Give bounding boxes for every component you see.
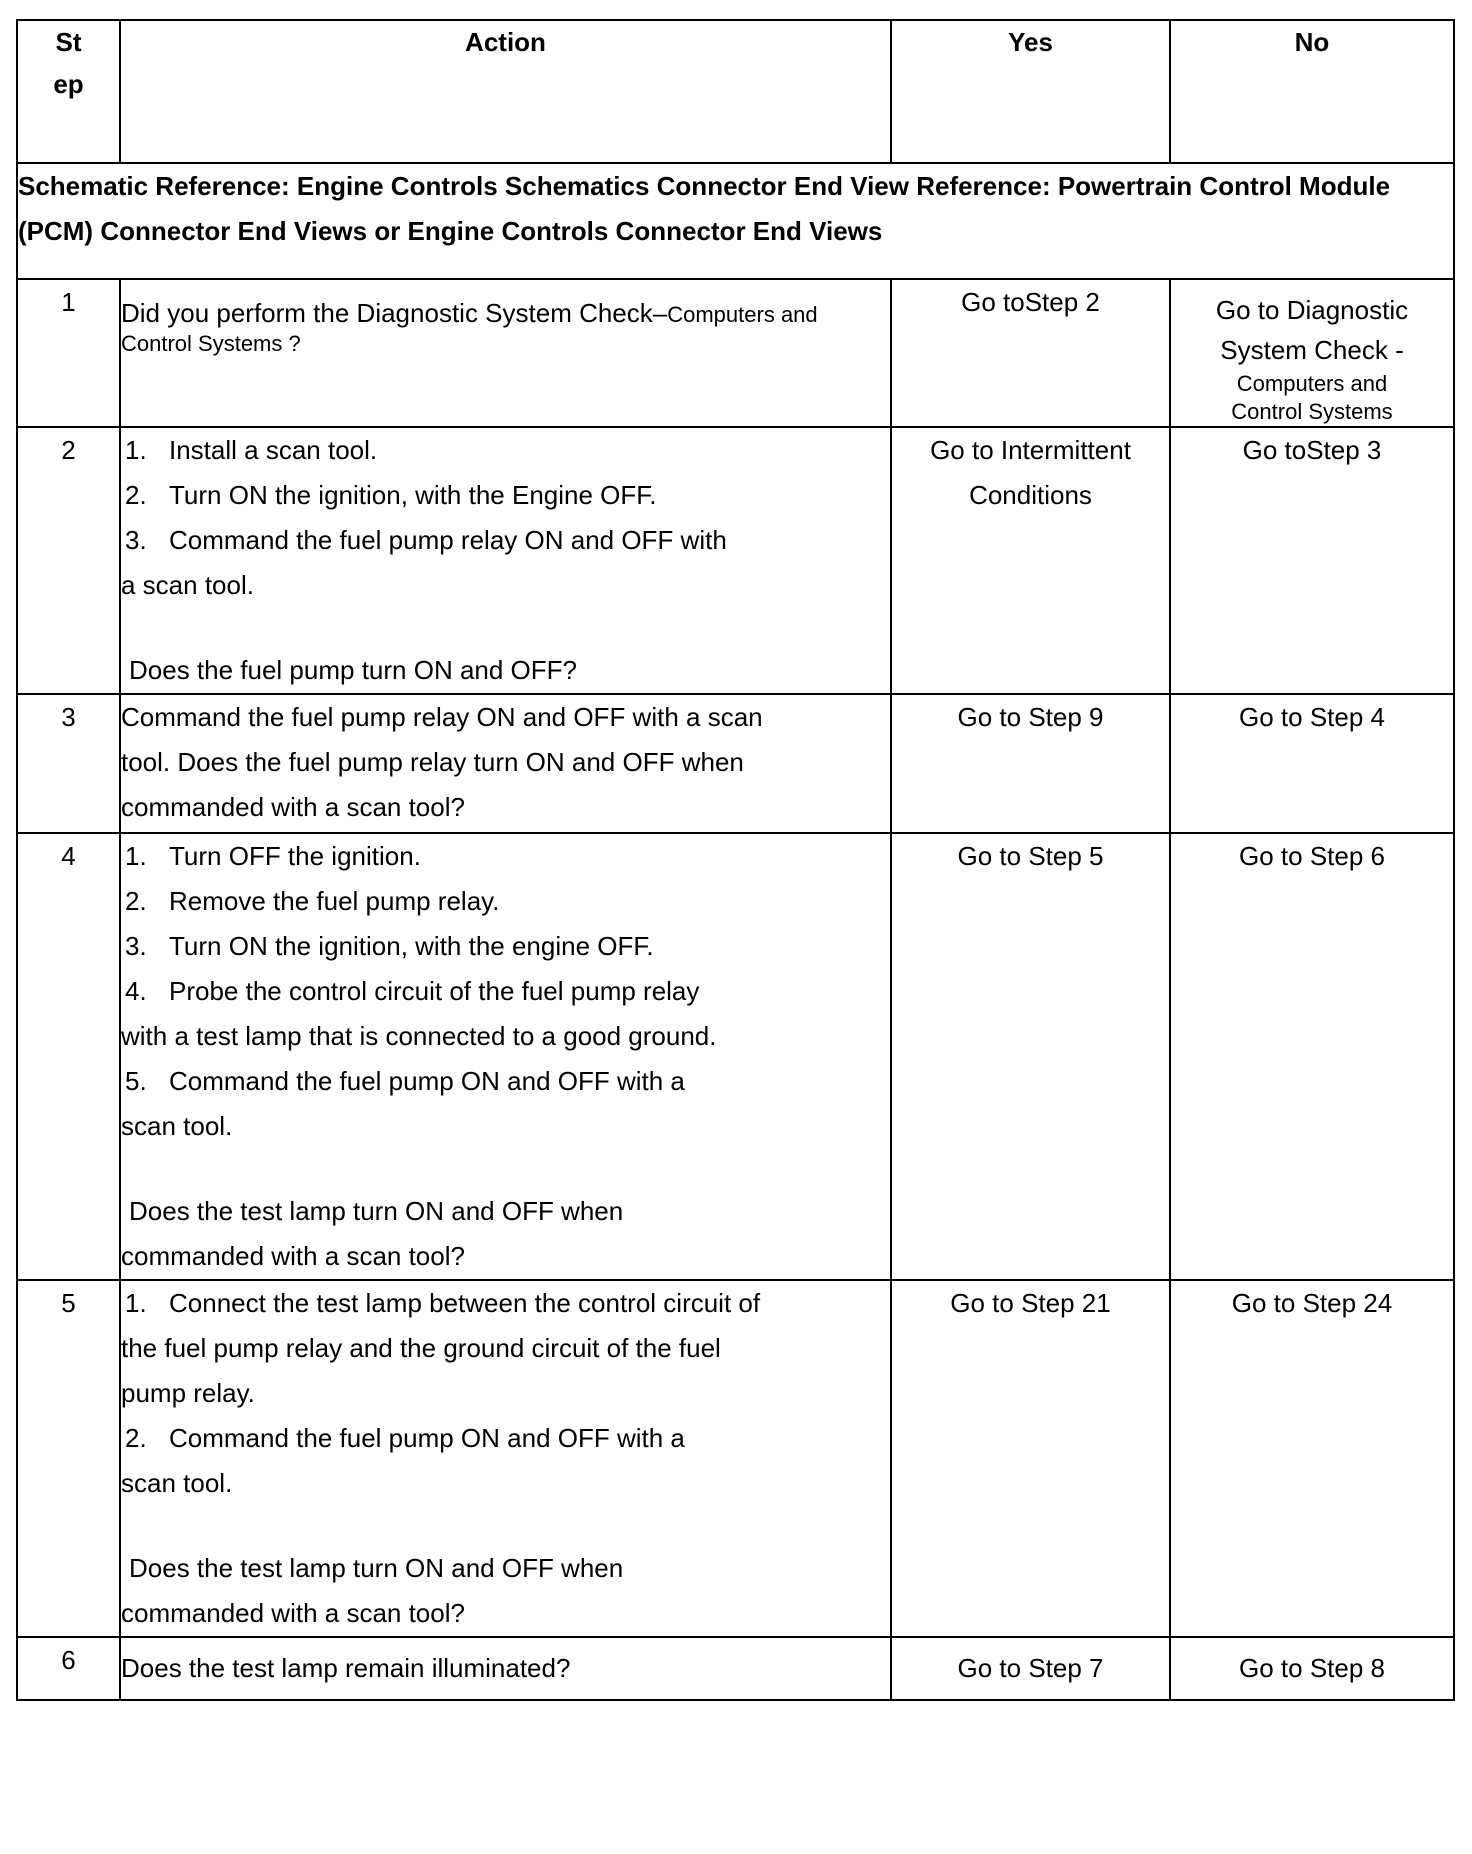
action-text: Command the fuel pump relay ON and OFF with a scan (121, 702, 763, 732)
no-line: System Check - (1220, 335, 1404, 365)
yes-cell: Go to Step 21 (891, 1280, 1170, 1637)
action-text: commanded with a scan tool? (121, 792, 465, 822)
action-item-continued: scan tool. (121, 1468, 233, 1498)
yes-cell (891, 427, 1170, 694)
action-item: 2. Turn ON the ignition, with the Engine OFF. (125, 480, 657, 510)
action-item: 1. Turn OFF the ignition. (125, 841, 421, 871)
action-item: 3. Command the fuel pump relay ON and OFF with (125, 525, 727, 555)
no-line: Go to Diagnostic (1215, 295, 1409, 325)
action-text-small-2: Control Systems ? (121, 331, 301, 356)
no-cell (1170, 279, 1454, 427)
action-question: commanded with a scan tool? (121, 1241, 465, 1271)
no-cell: Go toStep 3 (1170, 427, 1454, 694)
header-step (17, 20, 120, 163)
table-row (17, 1637, 1454, 1700)
schematic-row (17, 163, 1454, 279)
header-step-part1: St (55, 27, 82, 57)
step-action (120, 279, 891, 427)
no-line-small: Control Systems (1231, 399, 1393, 424)
no-line-small: Computers and (1236, 371, 1388, 396)
step-number: 1 (17, 279, 120, 427)
schematic-reference: Schematic Reference: Engine Controls Schematics Connector End View Reference: Powertrain Control Module (PCM) Connector End Views or Engine Controls Connector End Views (17, 163, 1454, 279)
action-question: commanded with a scan tool? (121, 1598, 465, 1628)
table-row (17, 1280, 1454, 1637)
action-item: 1. Install a scan tool. (125, 435, 378, 465)
action-question: Does the test lamp turn ON and OFF when (129, 1196, 624, 1226)
action-item-continued: pump relay. (121, 1378, 255, 1408)
action-item-continued: scan tool. (121, 1111, 233, 1141)
yes-line: Go to Intermittent (930, 435, 1131, 465)
no-cell: Go to Step 4 (1170, 694, 1454, 833)
header-yes: Yes (891, 20, 1170, 163)
action-text: Did you perform the Diagnostic System Check– (121, 298, 668, 328)
yes-cell: Go toStep 2 (891, 279, 1170, 427)
diagnostic-table (16, 19, 1455, 1701)
step-action (120, 694, 891, 833)
table-row (17, 833, 1454, 1280)
action-item-continued: with a test lamp that is connected to a good ground. (121, 1021, 717, 1051)
table-row (17, 694, 1454, 833)
step-number: 6 (17, 1637, 120, 1700)
step-action (120, 427, 891, 694)
step-action (120, 1280, 891, 1637)
action-question: Does the test lamp turn ON and OFF when (129, 1553, 624, 1583)
action-question: Does the fuel pump turn ON and OFF? (129, 655, 577, 685)
yes-cell: Go to Step 9 (891, 694, 1170, 833)
header-row (17, 20, 1454, 163)
yes-line: Conditions (969, 480, 1092, 510)
action-item: 2. Command the fuel pump ON and OFF with a (125, 1423, 685, 1453)
no-cell: Go to Step 8 (1170, 1637, 1454, 1700)
step-action (120, 833, 891, 1280)
action-item: 5. Command the fuel pump ON and OFF with a (125, 1066, 685, 1096)
yes-cell: Go to Step 7 (891, 1637, 1170, 1700)
action-item: 2. Remove the fuel pump relay. (125, 886, 500, 916)
no-cell: Go to Step 24 (1170, 1280, 1454, 1637)
action-item-continued: the fuel pump relay and the ground circuit of the fuel (121, 1333, 721, 1363)
action-item: 4. Probe the control circuit of the fuel pump relay (125, 976, 700, 1006)
step-number: 4 (17, 833, 120, 1280)
header-step-part2: ep (53, 69, 84, 99)
step-number: 3 (17, 694, 120, 833)
step-action: Does the test lamp remain illuminated? (120, 1637, 891, 1700)
table-row (17, 279, 1454, 427)
step-number: 2 (17, 427, 120, 694)
no-cell: Go to Step 6 (1170, 833, 1454, 1280)
header-action: Action (120, 20, 891, 163)
action-item-continued: a scan tool. (121, 570, 254, 600)
header-no: No (1170, 20, 1454, 163)
table-row (17, 427, 1454, 694)
action-text: tool. Does the fuel pump relay turn ON and OFF when (121, 747, 744, 777)
action-text-small: Computers and (667, 302, 818, 327)
yes-cell: Go to Step 5 (891, 833, 1170, 1280)
step-number: 5 (17, 1280, 120, 1637)
action-item: 3. Turn ON the ignition, with the engine OFF. (125, 931, 654, 961)
action-item: 1. Connect the test lamp between the control circuit of (125, 1288, 761, 1318)
